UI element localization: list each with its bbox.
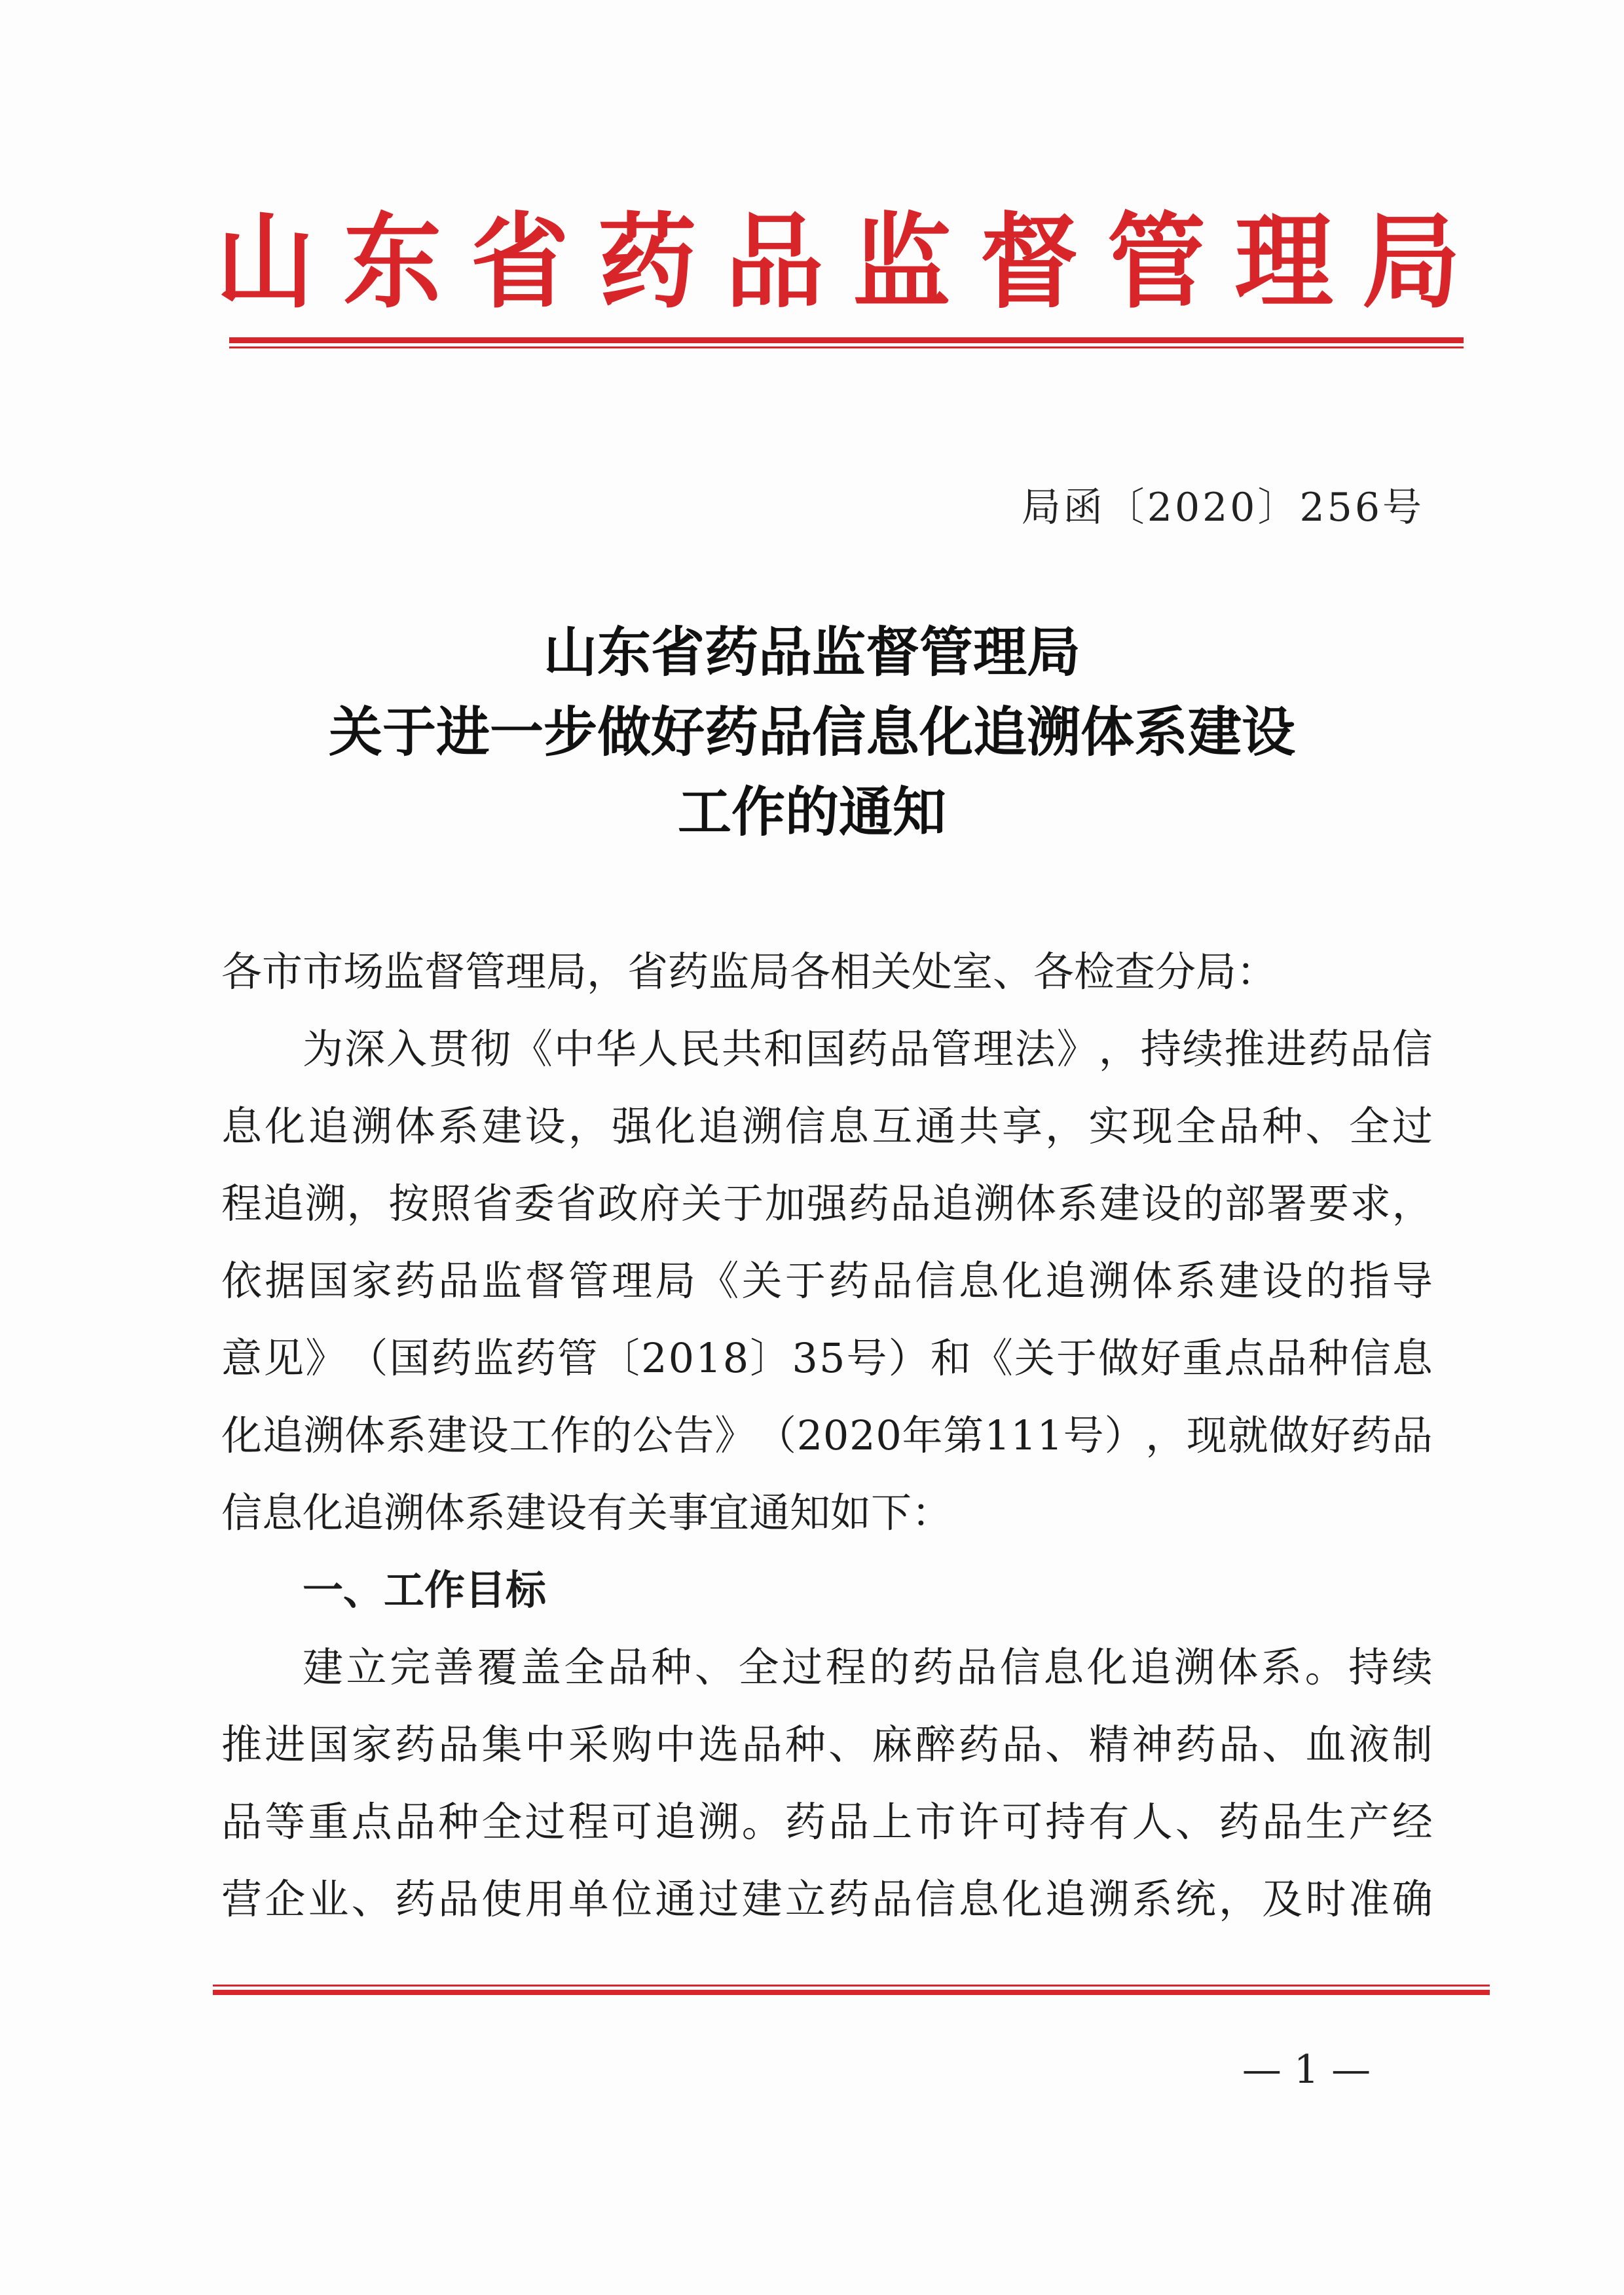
letterhead-char: 品 [725,201,824,323]
letterhead-char: 局 [1361,201,1460,323]
paragraph-1-line: 息 化 追 溯 体 系 建 设 ， 强 化 追 溯 信 息 互 通 共 享 ， 实 现 全 品 种 、 全 过 [221,1102,1433,1150]
paragraph-2-line: 品 等 重 点 品 种 全 过 程 可 追 溯 。 药 品 上 市 许 可 持 有 人 、 药 品 生 产 经 [221,1798,1433,1846]
title-line-3: 工作的通知 [677,781,946,844]
title-line-2: 关于进一步做好药品信息化追溯体系建设 [328,701,1295,764]
paragraph-1-line: 程 追 溯 ， 按 照 省 委 省 政 府 关 于 加 强 药 品 追 溯 体 系 建 设 的 部 署 要 求 ， [221,1180,1433,1227]
page-number: — 1 — [1242,2047,1371,2093]
letterhead-char: 管 [1107,201,1206,323]
divider-thick-line [229,337,1464,343]
letterhead-char: 理 [1234,201,1333,323]
footer-thin-line [213,1985,1490,1987]
letterhead-char: 药 [598,201,697,323]
footer-thick-line [213,1990,1490,1995]
footer-divider [213,1985,1490,1995]
letterhead-char: 东 [343,201,442,323]
paragraph-1-line: 依 据 国 家 药 品 监 督 管 理 局 《 关 于 药 品 信 息 化 追 溯 体 系 建 设 的 指 导 [221,1257,1433,1305]
document-number: 局函〔2020〕256号 [1021,485,1424,531]
paragraph-2-line: 营 企 业 、 药 品 使 用 单 位 通 过 建 立 药 品 信 息 化 追 溯 系 统 ， 及 时 准 确 [221,1875,1433,1923]
paragraph-1-line: 意 见 》 （ 国 药 监 药 管 〔 2 0 1 8 〕 3 5 号 ） 和 《 关 于 做 好 重 点 品 种 信 息 [221,1334,1433,1382]
paragraph-1-line: 化 追 溯 体 系 建 设 工 作 的 公 告 》 （ 2 0 2 0 年 第 1 1 1 号 ） ， 现 就 做 好 药 品 [221,1411,1433,1459]
paragraph-1-line: 信息化追溯体系建设有关事宜通知如下： [221,1489,953,1537]
divider-thin-line [229,346,1464,348]
paragraph-2-line: 建 立 完 善 覆 盖 全 品 种 、 全 过 程 的 药 品 信 息 化 追 溯 体 系 。 持 续 [303,1643,1433,1691]
title-line-1: 山东省药品监督管理局 [543,621,1080,684]
agency-letterhead [216,196,1460,327]
document-body [221,933,1433,1938]
letterhead-char: 监 [853,201,951,323]
letterhead-char: 省 [470,201,569,323]
paragraph-2-line: 推 进 国 家 药 品 集 中 采 购 中 选 品 种 、 麻 醉 药 品 、 精 神 药 品 、 血 液 制 [221,1721,1433,1768]
salutation: 各市市场监督管理局，省药监局各相关处室、各检查分局： [221,948,1278,996]
section-heading: 一、工作目标 [303,1566,547,1614]
letterhead-char: 督 [980,201,1079,323]
paragraph-1-line: 为 深 入 贯 彻 《 中 华 人 民 共 和 国 药 品 管 理 法 》 ， 持 续 推 进 药 品 信 [303,1025,1433,1073]
letterhead-char: 山 [216,201,315,323]
document-title [196,612,1428,852]
